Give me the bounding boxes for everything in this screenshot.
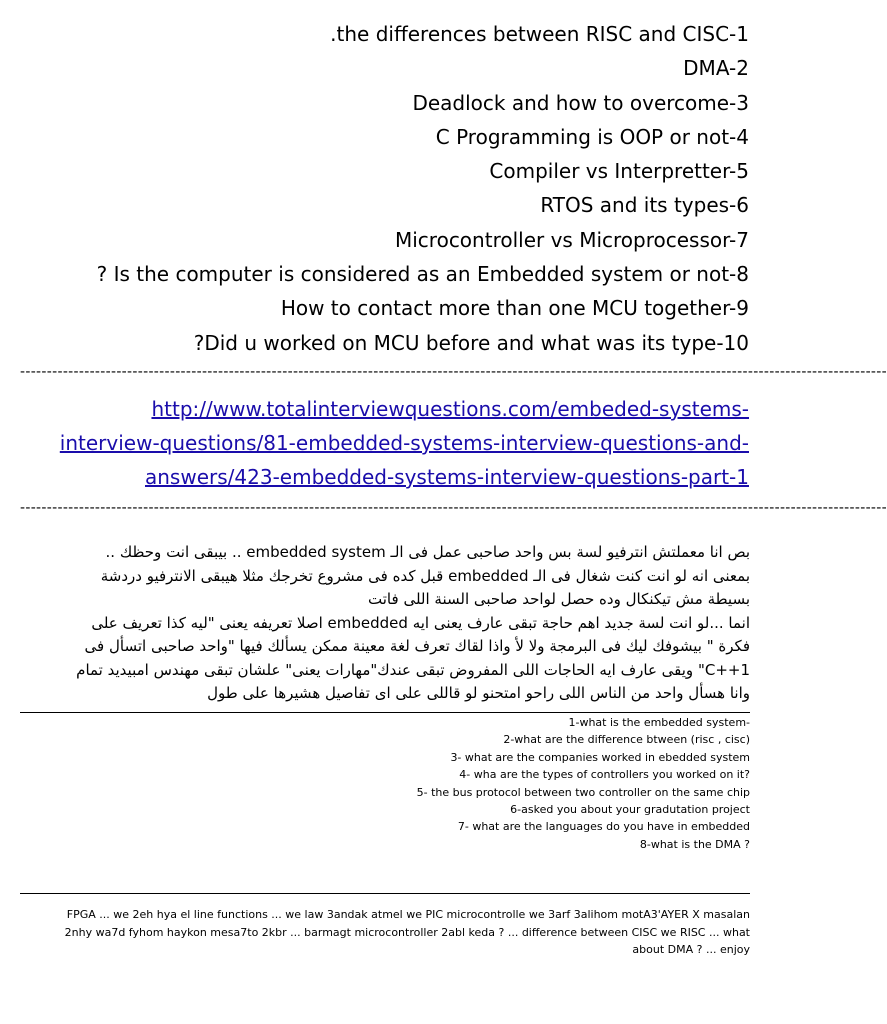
short-question-item: 6-asked you about your gradutation project xyxy=(510,803,750,817)
short-question-item: 7- what are the languages do you have in embedded xyxy=(457,820,750,834)
reference-link-block xyxy=(18,392,749,494)
question-item: C Programming is OOP or not-4 xyxy=(435,124,749,149)
dashed-separator-top: ------------------------------------------------------------------------------------------------------------------------------------------------------------------ xyxy=(20,364,887,380)
question-item: Compiler vs Interpretter-5 xyxy=(489,159,749,184)
reference-link-line-3[interactable]: answers/423-embedded-systems-interview-questions-part-1 xyxy=(145,465,749,489)
closing-paragraph xyxy=(38,906,750,959)
reference-link-line-1[interactable]: http://www.totalinterviewquestions.com/embeded-systems- xyxy=(151,397,749,421)
question-item: How to contact more than one MCU together-9 xyxy=(280,296,749,321)
paragraph-line: 2nhy wa7d fyhom haykon mesa7to 2kbr ... barmagt microcontroller 2abl keda ? ... difference between CISC we RISC ... what xyxy=(64,925,750,939)
short-question-item: 5- the bus protocol between two controller on the same chip xyxy=(416,785,750,799)
question-item: Deadlock and how to overcome-3 xyxy=(412,90,749,115)
short-question-item: 8-what is the DMA ? xyxy=(639,837,750,851)
short-questions-list xyxy=(0,714,750,853)
question-item: RTOS and its types-6 xyxy=(540,193,749,218)
horizontal-rule xyxy=(20,712,750,713)
arabic-comment xyxy=(42,541,750,706)
question-item: DMA-2 xyxy=(683,56,749,81)
arabic-line: وانا هسأل واحد من الناس اللى راحو امتحنو لو قاللى على اى تفاصيل هشيرها على طول xyxy=(207,684,750,702)
arabic-line: انما ...لو انت لسة جديد اهم حاجة تبقى عارف يعنى ايه embedded اصلا تعريفه يعنى "ليه كذا تعريف على xyxy=(91,613,750,632)
horizontal-rule xyxy=(20,893,750,894)
questions-list xyxy=(0,17,749,360)
arabic-line: بص انا معملتش انترفيو لسة بس واحد صاحبى عمل فى الـ embedded system .. بيبقى انت وحظك .. xyxy=(105,543,750,561)
question-item: ? Is the computer is considered as an Embedded system or not-8 xyxy=(96,262,749,287)
short-question-item: 1-what is the embedded system- xyxy=(568,716,750,729)
question-item: Microcontroller vs Microprocessor-7 xyxy=(394,227,749,252)
short-question-item: 2-what are the difference btween (risc , cisc) xyxy=(503,733,750,747)
question-item: .the differences between RISC and CISC-1 xyxy=(330,22,749,46)
arabic-line: فكرة " بيشوفك ليك فى البرمجة ولا لأ واذا لقاك تعرف لغة معينة ممكن يسألك فيها "واحد صاحبى اتسأل فى xyxy=(84,637,750,655)
paragraph-line: about DMA ? ... enjoy xyxy=(632,943,750,956)
short-question-item: 4- wha are the types of controllers you worked on it? xyxy=(459,768,750,782)
paragraph-line: FPGA ... we 2eh hya el line functions ... we law 3andak atmel we PIC microcontrolle we 3arf 3alihom motA3'AYER X masalan xyxy=(66,908,750,921)
arabic-line: بسيطة مش تيكنكال وده حصل لواحد صاحبى السنة اللى فاتت xyxy=(368,590,750,608)
question-item: ?Did u worked on MCU before and what was its type-10 xyxy=(193,330,749,355)
arabic-line: C++1" ويقى عارف ايه الحاجات اللى المفروض تبقى عندك"مهارات يعنى" علشان تبقى مهندس امبيديد تمام xyxy=(76,660,750,679)
dashed-separator-bottom: ------------------------------------------------------------------------------------------------------------------------------------------------------------------ xyxy=(20,500,887,516)
short-question-item: 3- what are the companies worked in ebedded system xyxy=(450,750,750,764)
reference-link-line-2[interactable]: interview-questions/81-embedded-systems-interview-questions-and- xyxy=(59,431,749,455)
arabic-line: بمعنى انه لو انت كنت شغال فى الـ embedded قبل كده فى مشروع تخرجك مثلا هيبقى الانترفيو دردشة xyxy=(100,566,750,585)
